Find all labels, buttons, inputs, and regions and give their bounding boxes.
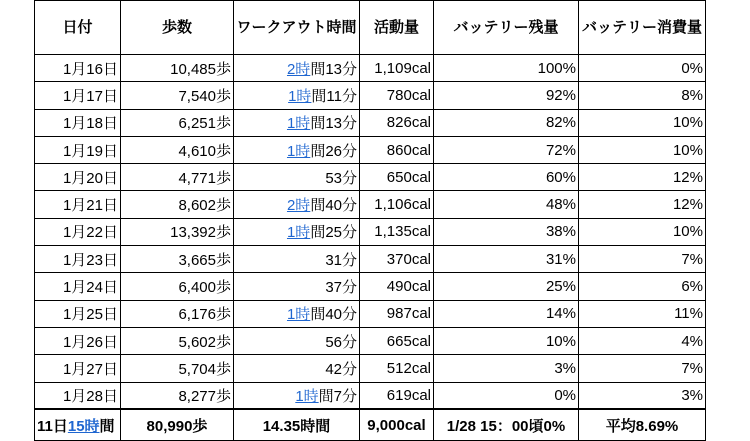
cell-steps: 6,400歩 (121, 273, 234, 300)
workout-hours-link[interactable]: 2時 (286, 197, 311, 215)
cell-date: 1月24日 (35, 273, 121, 300)
cell-workout-time (234, 82, 360, 109)
total-row (35, 409, 706, 441)
total-workout: 14.35時間 (234, 409, 360, 441)
cell-steps: 3,665歩 (121, 246, 234, 273)
cell-battery-used: 10% (579, 218, 706, 245)
cell-battery-used: 12% (579, 164, 706, 191)
cell-activity: 490cal (360, 273, 434, 300)
cell-battery-remaining: 3% (434, 355, 579, 382)
cell-steps: 13,392歩 (121, 218, 234, 245)
workout-time-text: 53分 (325, 169, 357, 187)
cell-activity: 826cal (360, 109, 434, 136)
workout-hours-link[interactable]: 2時 (286, 60, 311, 78)
workout-time-text: 間26分 (310, 142, 357, 160)
cell-date: 1月28日 (35, 382, 121, 409)
workout-time-text: 37分 (325, 279, 357, 297)
cell-activity: 619cal (360, 382, 434, 409)
cell-battery-used: 7% (579, 355, 706, 382)
cell-battery-used: 8% (579, 82, 706, 109)
table-row (35, 164, 706, 191)
cell-date: 1月18日 (35, 109, 121, 136)
cell-activity: 1,109cal (360, 55, 434, 82)
cell-battery-used: 3% (579, 382, 706, 409)
cell-battery-remaining: 25% (434, 273, 579, 300)
cell-activity: 987cal (360, 300, 434, 327)
cell-steps: 10,485歩 (121, 55, 234, 82)
workout-hours-link[interactable]: 1時 (288, 87, 312, 105)
cell-steps: 8,602歩 (121, 191, 234, 218)
table-row (35, 382, 706, 409)
table-row (35, 300, 706, 327)
cell-battery-remaining: 60% (434, 164, 579, 191)
workout-time-text: 間40分 (310, 306, 357, 324)
cell-battery-remaining: 82% (434, 109, 579, 136)
table-row (35, 218, 706, 245)
total-hours-link[interactable]: 15時 (67, 417, 100, 435)
cell-workout-time (234, 218, 360, 245)
cell-workout-time (234, 55, 360, 82)
workout-hours-link[interactable]: 1時 (286, 115, 311, 133)
cell-date: 1月20日 (35, 164, 121, 191)
workout-time-text: 間13分 (310, 115, 357, 133)
cell-battery-used: 12% (579, 191, 706, 218)
workout-time-text: 間25分 (310, 224, 357, 242)
cell-activity: 370cal (360, 246, 434, 273)
workout-time-text: 42分 (325, 360, 357, 378)
cell-battery-used: 7% (579, 246, 706, 273)
cell-battery-remaining: 72% (434, 136, 579, 163)
cell-workout-time (234, 191, 360, 218)
cell-date: 1月27日 (35, 355, 121, 382)
cell-battery-remaining: 92% (434, 82, 579, 109)
cell-activity: 1,135cal (360, 218, 434, 245)
cell-battery-used: 4% (579, 327, 706, 354)
cell-battery-remaining: 0% (434, 382, 579, 409)
cell-workout-time (234, 136, 360, 163)
cell-battery-used: 10% (579, 136, 706, 163)
workout-time-text: 間13分 (310, 60, 357, 78)
cell-activity: 1,106cal (360, 191, 434, 218)
header-workout-time: ワークアウト時間 (234, 1, 360, 55)
cell-workout-time (234, 273, 360, 300)
table-row (35, 273, 706, 300)
cell-battery-remaining: 10% (434, 327, 579, 354)
cell-steps: 5,602歩 (121, 327, 234, 354)
cell-activity: 780cal (360, 82, 434, 109)
cell-date: 1月21日 (35, 191, 121, 218)
total-battery: 1/28 15：00頃0% (434, 409, 579, 441)
workout-time-text: 間40分 (310, 197, 357, 215)
cell-steps: 4,610歩 (121, 136, 234, 163)
workout-hours-link[interactable]: 1時 (286, 142, 311, 160)
cell-workout-time (234, 300, 360, 327)
cell-workout-time (234, 246, 360, 273)
header-activity: 活動量 (360, 1, 434, 55)
total-days (35, 409, 121, 441)
workout-hours-link[interactable]: 1時 (295, 387, 319, 405)
workout-hours-link[interactable]: 1時 (286, 224, 311, 242)
cell-activity: 665cal (360, 327, 434, 354)
cell-activity: 512cal (360, 355, 434, 382)
cell-date: 1月16日 (35, 55, 121, 82)
battery-activity-table (34, 0, 706, 441)
total-battery-used: 平均8.69% (579, 409, 706, 441)
workout-time-text: 56分 (325, 333, 357, 351)
cell-date: 1月26日 (35, 327, 121, 354)
total-days-suffix: 間 (99, 417, 115, 435)
table-row (35, 191, 706, 218)
total-steps: 80,990歩 (121, 409, 234, 441)
cell-steps: 7,540歩 (121, 82, 234, 109)
cell-steps: 6,251歩 (121, 109, 234, 136)
cell-date: 1月19日 (35, 136, 121, 163)
cell-battery-remaining: 100% (434, 55, 579, 82)
table-row (35, 246, 706, 273)
cell-workout-time (234, 109, 360, 136)
cell-steps: 8,277歩 (121, 382, 234, 409)
cell-date: 1月22日 (35, 218, 121, 245)
cell-activity: 650cal (360, 164, 434, 191)
table-row (35, 136, 706, 163)
header-steps: 歩数 (121, 1, 234, 55)
cell-battery-remaining: 31% (434, 246, 579, 273)
header-date: 日付 (35, 1, 121, 55)
cell-battery-remaining: 48% (434, 191, 579, 218)
header-row (35, 1, 706, 55)
cell-battery-used: 0% (579, 55, 706, 82)
header-battery-remaining: バッテリー残量 (434, 1, 579, 55)
cell-battery-used: 10% (579, 109, 706, 136)
cell-workout-time (234, 382, 360, 409)
table-row (35, 55, 706, 82)
cell-battery-used: 11% (579, 300, 706, 327)
table-row (35, 355, 706, 382)
table-row (35, 327, 706, 354)
cell-battery-remaining: 14% (434, 300, 579, 327)
cell-workout-time (234, 164, 360, 191)
table-row (35, 82, 706, 109)
table-row (35, 109, 706, 136)
workout-hours-link[interactable]: 1時 (286, 306, 311, 324)
workout-time-text: 間11分 (311, 87, 357, 105)
cell-date: 1月23日 (35, 246, 121, 273)
cell-date: 1月25日 (35, 300, 121, 327)
cell-steps: 6,176歩 (121, 300, 234, 327)
cell-steps: 5,704歩 (121, 355, 234, 382)
cell-date: 1月17日 (35, 82, 121, 109)
cell-activity: 860cal (360, 136, 434, 163)
cell-battery-used: 6% (579, 273, 706, 300)
cell-workout-time (234, 327, 360, 354)
cell-workout-time (234, 355, 360, 382)
cell-steps: 4,771歩 (121, 164, 234, 191)
workout-time-text: 31分 (325, 251, 357, 269)
header-battery-used: バッテリー消費量 (579, 1, 706, 55)
total-activity: 9,000cal (360, 409, 434, 441)
workout-time-text: 間7分 (318, 387, 357, 405)
cell-battery-remaining: 38% (434, 218, 579, 245)
total-days-prefix: 11日 (37, 417, 68, 435)
